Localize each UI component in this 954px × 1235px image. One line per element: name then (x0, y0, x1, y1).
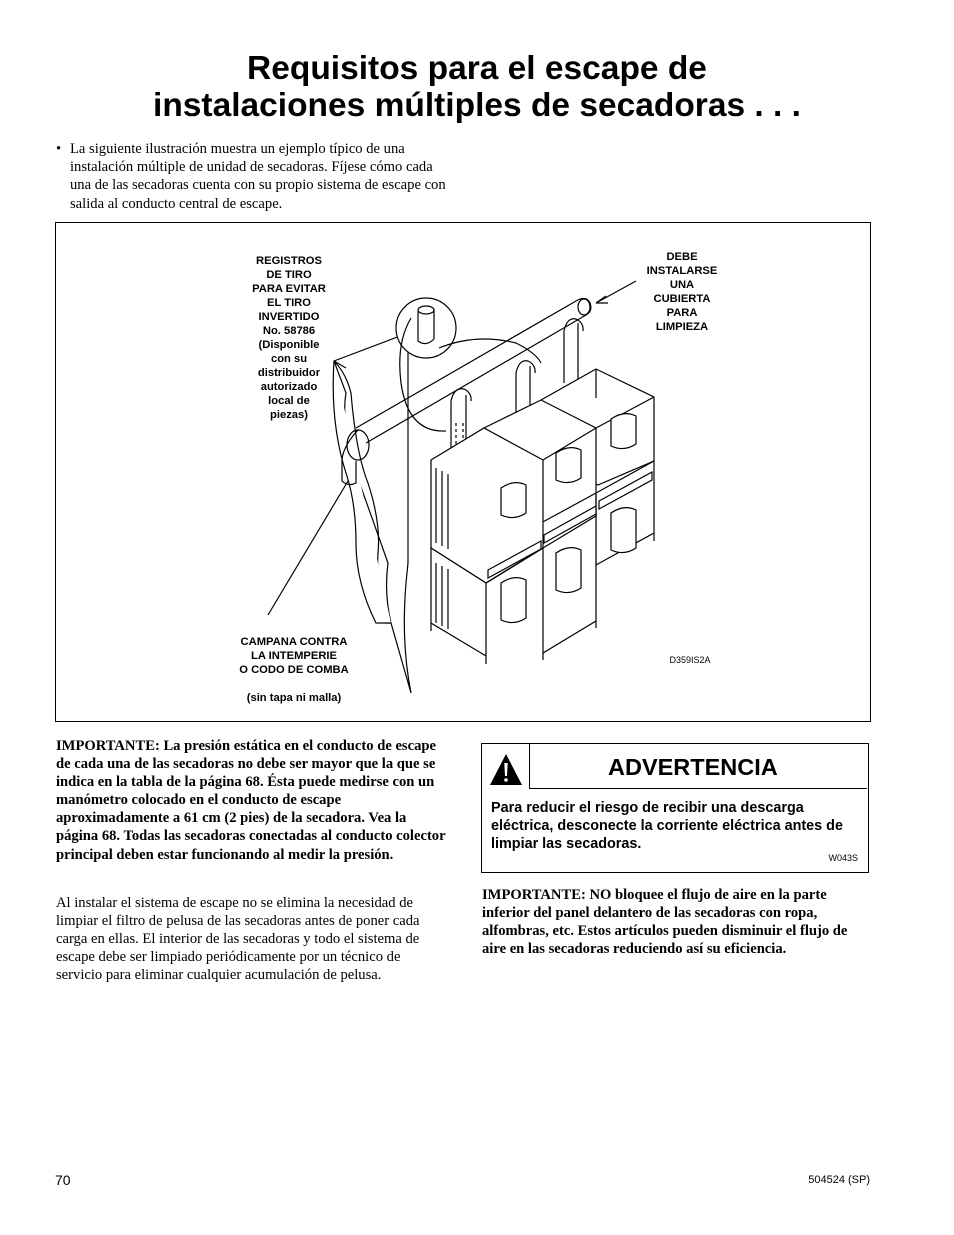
warning-divider-horizontal (529, 788, 867, 789)
intro-bullet-item (56, 140, 456, 213)
page-number: 70 (55, 1172, 71, 1188)
page-title-line1: Requisitos para el escape de (247, 50, 707, 87)
label-registros: REGISTROS DE TIRO PARA EVITAR EL TIRO INVERTIDO No. 58786 (Disponible con su distribuidor autorizado local de piezas) (252, 255, 326, 421)
warning-divider-vertical (529, 744, 530, 788)
page-title-line2: instalaciones múltiples de secadoras . . . (153, 87, 801, 124)
warning-triangle-icon (488, 752, 524, 788)
page-title (0, 50, 954, 124)
dryer-installation-figure (55, 222, 871, 722)
important-pressure-note: IMPORTANTE: La presión estática en el conducto de escape de cada una de las secadoras no debe ser mayor que la que se indica en la tabla de la página 68. Ésta puede medirse con un manómetro colocado en el conducto de escape aproximadamente a 61 cm (2 pies) de la secadora. Vea la página 68. Todas las secadoras conectadas al conducto colector principal deben estar funcionando al medir la presión. (56, 738, 446, 863)
warning-title: ADVERTENCIA (608, 754, 778, 780)
intro-text: La siguiente ilustración muestra un ejemplo típico de una instalación múltiple de unidad de secadoras. Fíjese cómo cada una de las secadoras cuenta con su propio sistema de escape con salida al conducto central de escape. (70, 141, 446, 212)
label-campana-text: CAMPANA CONTRA LA INTEMPERIE O CODO DE COMBA (239, 636, 349, 676)
warning-code: W043S (828, 853, 858, 863)
dryer-illustration (56, 223, 872, 723)
warning-box (481, 743, 869, 873)
document-code: 504524 (SP) (808, 1174, 870, 1186)
figure-code: D359IS2A (669, 655, 711, 665)
important-airflow-note: IMPORTANTE: NO bloquee el flujo de aire en la parte inferior del panel delantero de las secadoras con ropa, alfombras, etc. Estos artículos pueden disminuir el flujo de aire en las secadoras reduciendo así su eficiencia. (482, 887, 848, 958)
label-campana-note: (sin tapa ni malla) (246, 692, 342, 704)
label-cubierta: DEBE INSTALARSE UNA CUBIERTA PARA LIMPIEZA (646, 251, 718, 333)
cleaning-paragraph: Al instalar el sistema de escape no se elimina la necesidad de limpiar el filtro de pelusa de las secadoras antes de poner cada carga en ellas. El interior de las secadoras y todo el sistema de escape debe ser limpiado periódicamente por un técnico de servicio para eliminar cualquier acumulación de pelusa. (56, 895, 420, 984)
warning-body: Para reducir el riesgo de recibir una descarga eléctrica, desconecte la corriente eléctrica antes de limpiar las secadoras. (491, 800, 843, 852)
label-campana (224, 621, 364, 705)
bullet-marker: • (56, 141, 62, 157)
